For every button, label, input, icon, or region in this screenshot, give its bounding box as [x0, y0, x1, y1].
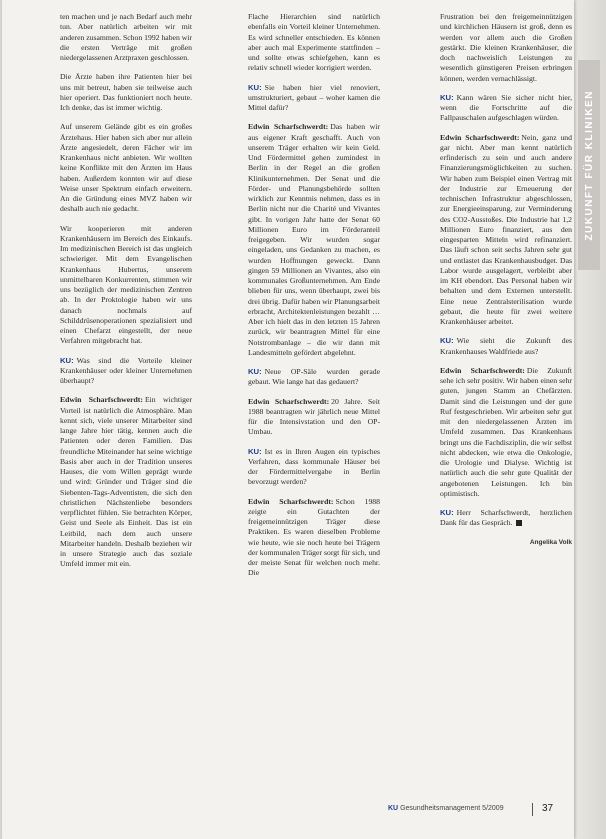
ku-label: KU: [440, 508, 454, 517]
question-text: Wie sieht die Zukunft des Krankenhauses Waldfriede aus? [440, 336, 572, 356]
text-column-3 [440, 12, 572, 557]
question-text: Kann wären Sie sicher nicht hier, wenn die Fortschritte auf die Fallpauschalen aufgeschlagen würden. [440, 92, 572, 123]
question-text: Neue OP-Säle wurden gerade gebaut. Wie lange hat das gedauert? [248, 367, 380, 387]
interview-answer [440, 366, 572, 499]
interview-question [60, 356, 192, 387]
page-footer [388, 804, 574, 818]
interview-question [248, 447, 380, 488]
section-side-tab [578, 60, 600, 270]
question-text: Ist es in Ihren Augen ein typisches Verfahren, dass kommunale Häuser bei der Fördermittelvergabe in Berlin bevorzugt werden? [248, 446, 380, 487]
answer-text: Nein, ganz und gar nicht. Aber man kennt natürlich erfinderisch zu sein und auch andere Finanzierungsmöglichkeiten zu suchen. Wir haben zum Beispiel einen Vertrag mit der Industrie zur Erneuerung der technischen Infrastruktur abgeschlossen, zur Energieeinsparung, zur Verminderung des CO2-Ausstoßes. Die Industrie hat 1,2 Millionen Euro finanziert, aus den eingesparten Mitteln wird refinanziert. Das läuft schon seit sechs Jahren sehr gut und entlastet das Krankenhausbudget. Das Labor wurde ausgelagert, verbleibt aber im KH ebendort. Das Personal haben wir behalten und dem Externen unterstellt. Eine neue Zentralsterilisation wurde gebaut, die heute für zwei weitere Krankenhäuser arbeitet. [440, 132, 572, 326]
interview-answer [248, 397, 380, 438]
question-text: Herr Scharfschwerdt, herzlichen Dank für das Gespräch. [440, 508, 572, 528]
author-credit: Angelika Volk [529, 538, 572, 546]
paragraph: ten machen und je nach Bedarf auch mehr tun. Aber natürlich arbeiten wir mit anderen zusammen. Schon 1992 haben wir die ersten Verträge mit großen niedergelassenen Arztpraxen geschlossen. [60, 12, 192, 62]
speaker-name: Edwin Scharfschwerdt: [248, 396, 330, 406]
answer-text: Schon 1988 zeigte ein Gutachten der freigemeinnützigen Träger diese Praktiken. Es waren dieselben Probleme wie heute, wie sie noch heute bei Trägern der kommunalen Träger sorgt für sich, und der meiste Senat für welchen noch mehr. Die [248, 496, 380, 578]
interview-answer [248, 497, 380, 579]
interview-question [248, 83, 380, 114]
ku-label: KU: [248, 82, 262, 92]
interview-question [440, 93, 572, 124]
paragraph: Flache Hierarchien sind natürlich ebenfalls ein Vorteil kleiner Unternehmen. Es wird schneller entschieden. Es können aber auch mal Experimente stattfinden – und sollte etwas schiefgehen, kann es relativ schnell wieder korrigiert werden. [248, 12, 380, 73]
answer-text: 20 Jahre. Seit 1988 beantragten wir jährlich neue Mittel für die Intensivstation und den OP-Umbau. [248, 396, 380, 437]
ku-label: KU: [440, 92, 454, 102]
interview-answer [440, 133, 572, 328]
section-side-tab-label: ZUKUNFT FÜR KLINIKEN [583, 89, 595, 241]
text-column-2 [248, 12, 380, 588]
ku-label: KU: [60, 355, 74, 365]
interview-question [248, 367, 380, 388]
answer-text: Das haben wir aus eigener Kraft geschafft. Auch von unserem Träger erhalten wir kein Geld. Und Fördermittel gehen zumindest in Berlin in der Regel an die großen Klinikunternehmen. Der Senat und die Förder- und Planungsbehörde sollten wirklich zur Kenntnis nehmen, dass es in Berlin nicht nur die Charité und Vivantes gibt. In vorigen Jahr hatte der Senat 60 Millionen Euro im Förderanteil freigegeben. Wir wurden sogar eingeladen, uns Gedanken zu machen, es wurden Hoffnungen geweckt. Dann gingen 59 Millionen an Vivantes, also ein kommunales Großunternehmen. Am Ende blieben für uns, wenn überhaupt, zwei bis drei übrig. Dafür haben wir Planungsarbeit erbracht, Architektenleistungen bezahlt … Aber ich hielt das in den letzten 15 Jahren zurück, wir beantragten Mittel für eine Notstrombanlage – die wir dann mit Landesmitteln gefördert abgelehnt. [248, 122, 380, 357]
question-text: Was sind die Vorteile kleiner Krankenhäuser oder kleiner Unternehmen überhaupt? [60, 355, 192, 385]
paragraph: Auf unserem Gelände gibt es ein großes Ärztehaus. Hier haben sich aber nur allein Ärzte angesiedelt, deren Fächer wir im Krankenhaus nicht anbieten. Wir wollten keine Konflikte mit den Ärzten im Haus haben. Außerdem konnten wir auf diese Weise unser Spektrum einfach erweitern. An die Gründung eines MVZ haben wir deshalb auch nie gedacht. [60, 122, 192, 214]
publication-name [388, 805, 504, 812]
publication-title: Gesundheitsmanagement 5/2009 [400, 805, 504, 812]
answer-text: Ein wichtiger Vorteil ist natürlich die Atmosphäre. Man kennt sich, viele unserer Mitarbeiter sind lange Jahre hier tätig, kennen auch die Patienten oder deren Familien. Das freundliche Miteinander hat seine wichtige Basis aber auch in der Tradition unseres Hauses, die vom Willen geprägt wurde und wird: Gründer und Träger sind die Siebenten-Tags-Adventisten, die sich den christlichen Nächstenliebe besonders verpflichtet fühlen. Sie betrachten Körper, Geist und Seele als Einheit. Das ist ein Leitbild, nach dem auch unsere Mitarbeiter handeln. Deshalb beziehen wir in unsere Strategie auch das soziale Umfeld immer mit ein. [60, 395, 192, 569]
speaker-name: Edwin Scharfschwerdt: [440, 365, 525, 375]
speaker-name: Edwin Scharfschwerdt: [248, 496, 334, 506]
paragraph: Wir kooperieren mit anderen Krankenhäusern im Bereich des Einkaufs. Im medizinischen Bereich ist das ungleich schwieriger. Mit dem Evangelischen Krankenhaus Hubertus, unserem unmittelbaren Konkurrenten, stimmen wir uns bezüglich der medizinischen Zentren ab. In der Proktologie haben wir uns danach nochmals auf Schilddrüsenoperationen spezialisiert und einen Chefarzt eingestellt, der neue Verfahren mitgebracht hat. [60, 223, 192, 346]
paragraph: Frustration bei den freigemeinnützigen und kirchlichen Häusern ist groß, denn es werden vor allem auch die Großen gestärkt. Die kleinen Krankenhäuser, die doch nachweislich Leistungen zu wesentlich günstigeren Preisen erbringen können, werden vernachlässigt. [440, 12, 572, 83]
ku-label: KU: [248, 367, 262, 376]
page-number: 37 [542, 803, 554, 814]
publication-prefix: KU [388, 805, 399, 812]
interview-question [440, 336, 572, 357]
interview-question [440, 508, 572, 529]
speaker-name: Edwin Scharfschwerdt: [440, 132, 520, 142]
speaker-name: Edwin Scharfschwerdt: [60, 395, 143, 405]
footer-divider [532, 803, 533, 816]
paragraph: Die Ärzte haben ihre Patienten hier bei uns mit betreut, haben sie teilweise auch hier operiert. Das funktioniert noch heute. Ich denke, das ist immer wichtig. [60, 72, 192, 112]
ku-label: KU: [248, 446, 262, 456]
end-of-article-icon [516, 520, 522, 526]
question-text: Sie haben hier viel renoviert, umstrukturiert, gebaut – woher kamen die Mittel dafür? [248, 82, 380, 112]
interview-answer [248, 122, 380, 358]
speaker-name: Edwin Scharfschwerdt: [248, 122, 329, 132]
interview-answer [60, 395, 192, 569]
ku-label: KU: [440, 336, 454, 346]
text-column-1 [60, 12, 192, 579]
answer-text: Die Zukunft sehe ich sehr positiv. Wir haben einen sehr guten, jungen Stamm an Chefärzten. Damit sind die Leistungen und der gute Ruf festgeschrieben. Wir arbeiten sehr gut mit den niedergelassenen Ärzten im Umfeld zusammen. Das Krankenhaus bringt uns die Fachdisziplin, die wir selbst nicht abdecken, wie etwa die Onkologie, die Urologie und Dialyse. Wichtig ist natürlich auch die sehr gute Qualität der angebotenen Leistungen. Ich bin optimistisch. [440, 365, 572, 498]
